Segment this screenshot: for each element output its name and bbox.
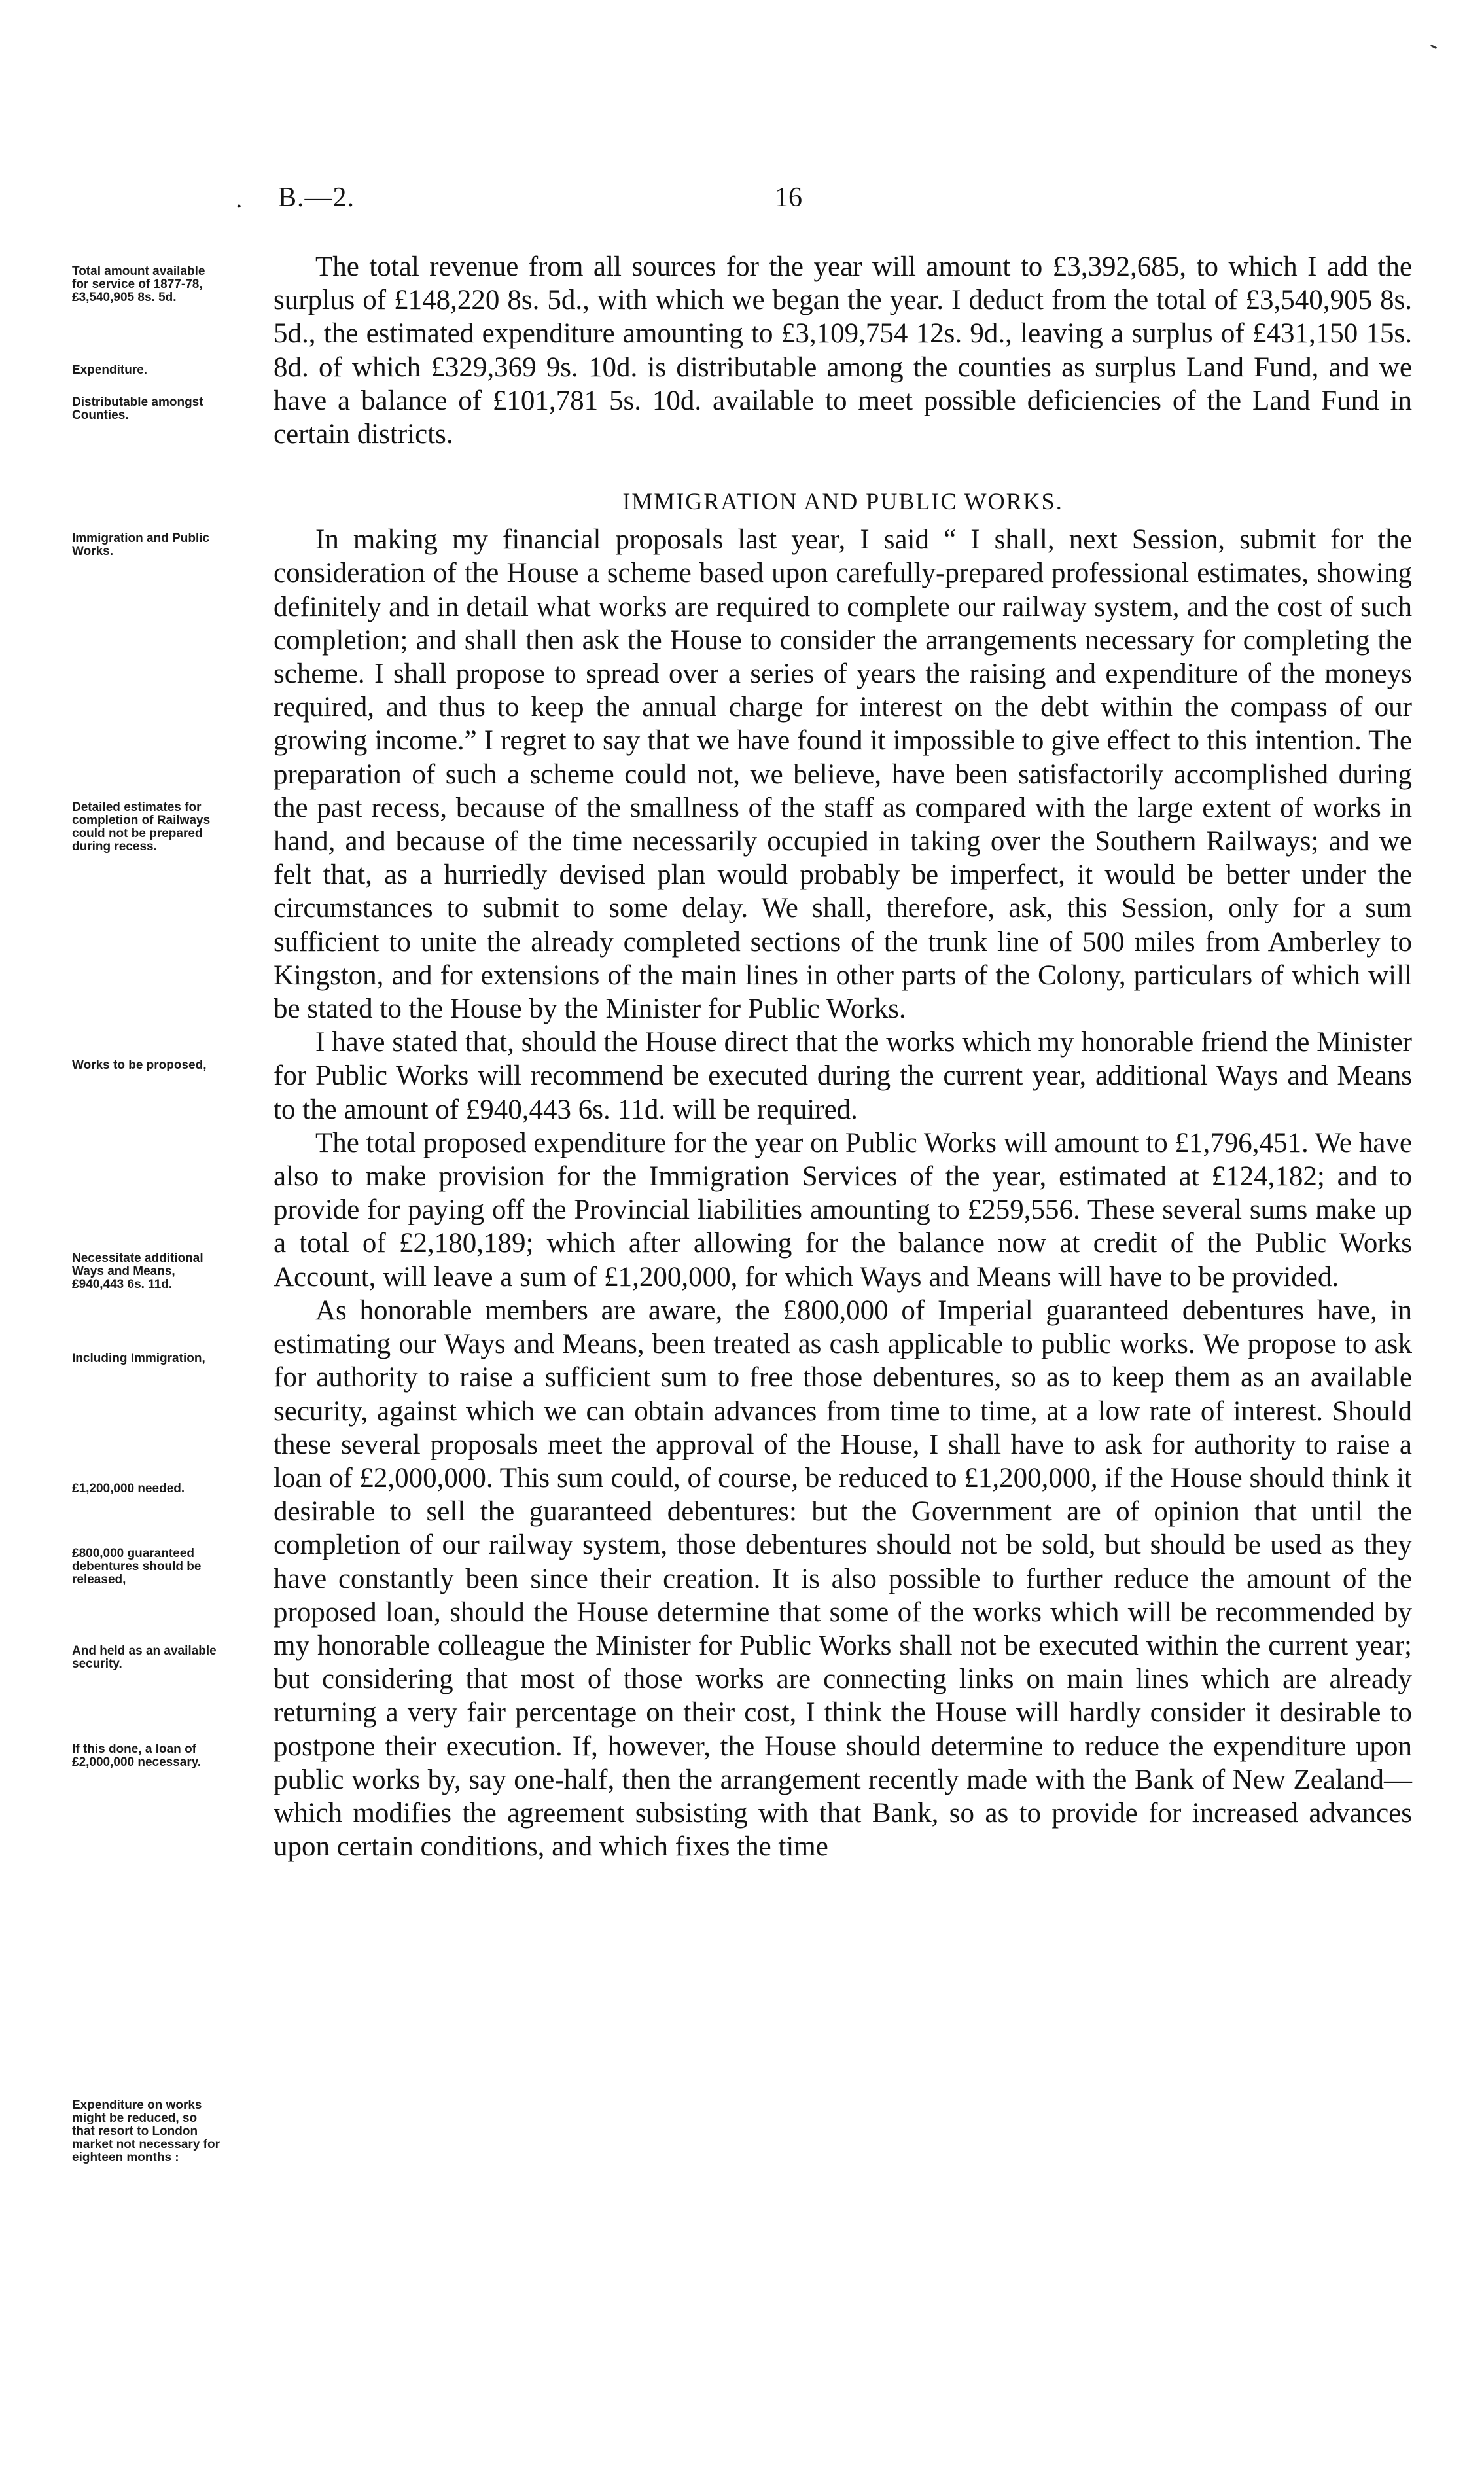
- page-number: 16: [775, 183, 802, 213]
- side-note-available-security: And held as an available security.: [72, 1644, 217, 1671]
- main-text-column: [274, 250, 1412, 1863]
- paragraph-financial-proposals: In making my financial proposals last year, I said “ I shall, next Session, submit for the consideration of the House a scheme based upon carefully-prepared professional estimates, showing definitely and in detail what works are required to complete our railway system, and the cost of such completion; and shall then ask the House to consider the arrangements necessary for completing the scheme. I shall propose to spread over a series of years the raising and expenditure of the moneys required, and thus to keep the annual charge for interest on the debt within the compass of our growing income.” I regret to say that we have found it impossible to give effect to this intention. The preparation of such a scheme could not, we believe, have been satisfactorily accomplished during the past recess, because of the smallness of the staff as compared with the large extent of works in hand, and because of the time necessarily occupied in taking over the Southern Railways; and we felt that, as a hurriedly devised plan would probably be imperfect, it would be better under the circumstances to submit to some delay. We shall, therefore, ask, this Session, only for a sum sufficient to unite the already completed sections of the trunk line of 500 miles from Amberley to Kingston, and for extensions of the main lines in other parts of the Colony, particulars of which will be stated to the House by the Minister for Public Works.: [274, 524, 1412, 1025]
- document-reference: B.—2.: [278, 183, 355, 213]
- side-note-detailed-estimates: Detailed estimates for completion of Railways could not be prepared during recess.: [72, 800, 211, 853]
- side-note-total-available: Total amount available for service of 1877-78, £3,540,905 8s. 5d.: [72, 264, 205, 304]
- paragraph-additional-ways-means: I have stated that, should the House direct that the works which my honorable friend the Minister for Public Works will recommend be executed during the current year, additional Ways and Means to the amount of £940,443 6s. 11d. will be required.: [274, 1027, 1412, 1125]
- side-note-guaranteed-debentures: £800,000 guaranteed debentures should be released,: [72, 1547, 202, 1587]
- side-note-amount-needed: £1,200,000 needed.: [72, 1482, 185, 1496]
- side-note-immigration-works: Immigration and Public Works.: [72, 531, 210, 558]
- margin-notes: [0, 0, 274, 2474]
- scan-mark: [1430, 45, 1437, 49]
- paragraph-guaranteed-debentures: As honorable members are aware, the £800,000 of Imperial guaranteed debentures have, in estimating our Ways and Means, been treated as cash applicable to public works. We propose to ask for authority to raise a sufficient sum to free those debentures, so as to keep them as an available security, against which we can obtain advances from time to time, at a low rate of interest. Should these several proposals meet the approval of the House, I shall have to ask for authority to raise a loan of £2,000,000. This sum could, of course, be reduced to £1,200,000, if the House should think it desirable to sell the guaranteed debentures: but the Government are of opinion that until the completion of our railway system, those debentures should not be sold, but should be used as they have constantly been since their creation. It is also possible to further reduce the amount of the proposed loan, should the House determine that some of the works which will be recommended by my honorable colleague the Minister for Public Works shall not be executed within the current year; but considering that most of those works are connecting links on main lines which are already returning a very fair percentage on their cost, I think the House will hardly consider it desirable to postpone their execution. If, however, the House should determine to reduce the expenditure upon public works by, say one-half, then the arrangement recently made with the Bank of New Zealand—which modifies the agreement subsisting with that Bank, so as to provide for increased advances upon certain conditions, and which fixes the time: [274, 1295, 1412, 1863]
- side-note-works-proposed: Works to be proposed,: [72, 1058, 207, 1072]
- header-dot: .: [236, 184, 243, 214]
- side-note-expenditure-reduced: Expenditure on works might be reduced, so that resort to London market not necessary for eighteen months :: [72, 2098, 220, 2164]
- side-note-ways-and-means: Necessitate additional Ways and Means, £940,443 6s. 11d.: [72, 1251, 203, 1291]
- side-note-expenditure: Expenditure.: [72, 363, 148, 377]
- side-note-distributable: Distributable amongst Counties.: [72, 395, 203, 422]
- paragraph-revenue: The total revenue from all sources for the year will amount to £3,392,685, to which I add the surplus of £148,220 8s. 5d., with which we began the year. I deduct from the total of £3,540,905 8s. 5d., the estimated expenditure amounting to £3,109,754 12s. 9d., leaving a surplus of £431,150 15s. 8d. of which £329,369 9s. 10d. is distributable among the counties as surplus Land Fund, and we have a balance of £101,781 5s. 10d. available to meet possible deficiencies of the Land Fund in certain districts.: [274, 251, 1412, 450]
- section-heading: IMMIGRATION AND PUBLIC WORKS.: [622, 488, 1063, 515]
- side-note-loan-necessary: If this done, a loan of £2,000,000 necessary.: [72, 1742, 202, 1769]
- side-note-including-immigration: Including Immigration,: [72, 1352, 205, 1365]
- paragraph-total-expenditure: The total proposed expenditure for the year on Public Works will amount to £1,796,451. We have also to make provision for the Immigration Services of the year, estimated at £124,182; and to provide for paying off the Provincial liabilities amounting to £259,556. These several sums make up a total of £2,180,189; which after allowing for the balance now at credit of the Public Works Account, will leave a sum of £1,200,000, for which Ways and Means will have to be provided.: [274, 1127, 1412, 1293]
